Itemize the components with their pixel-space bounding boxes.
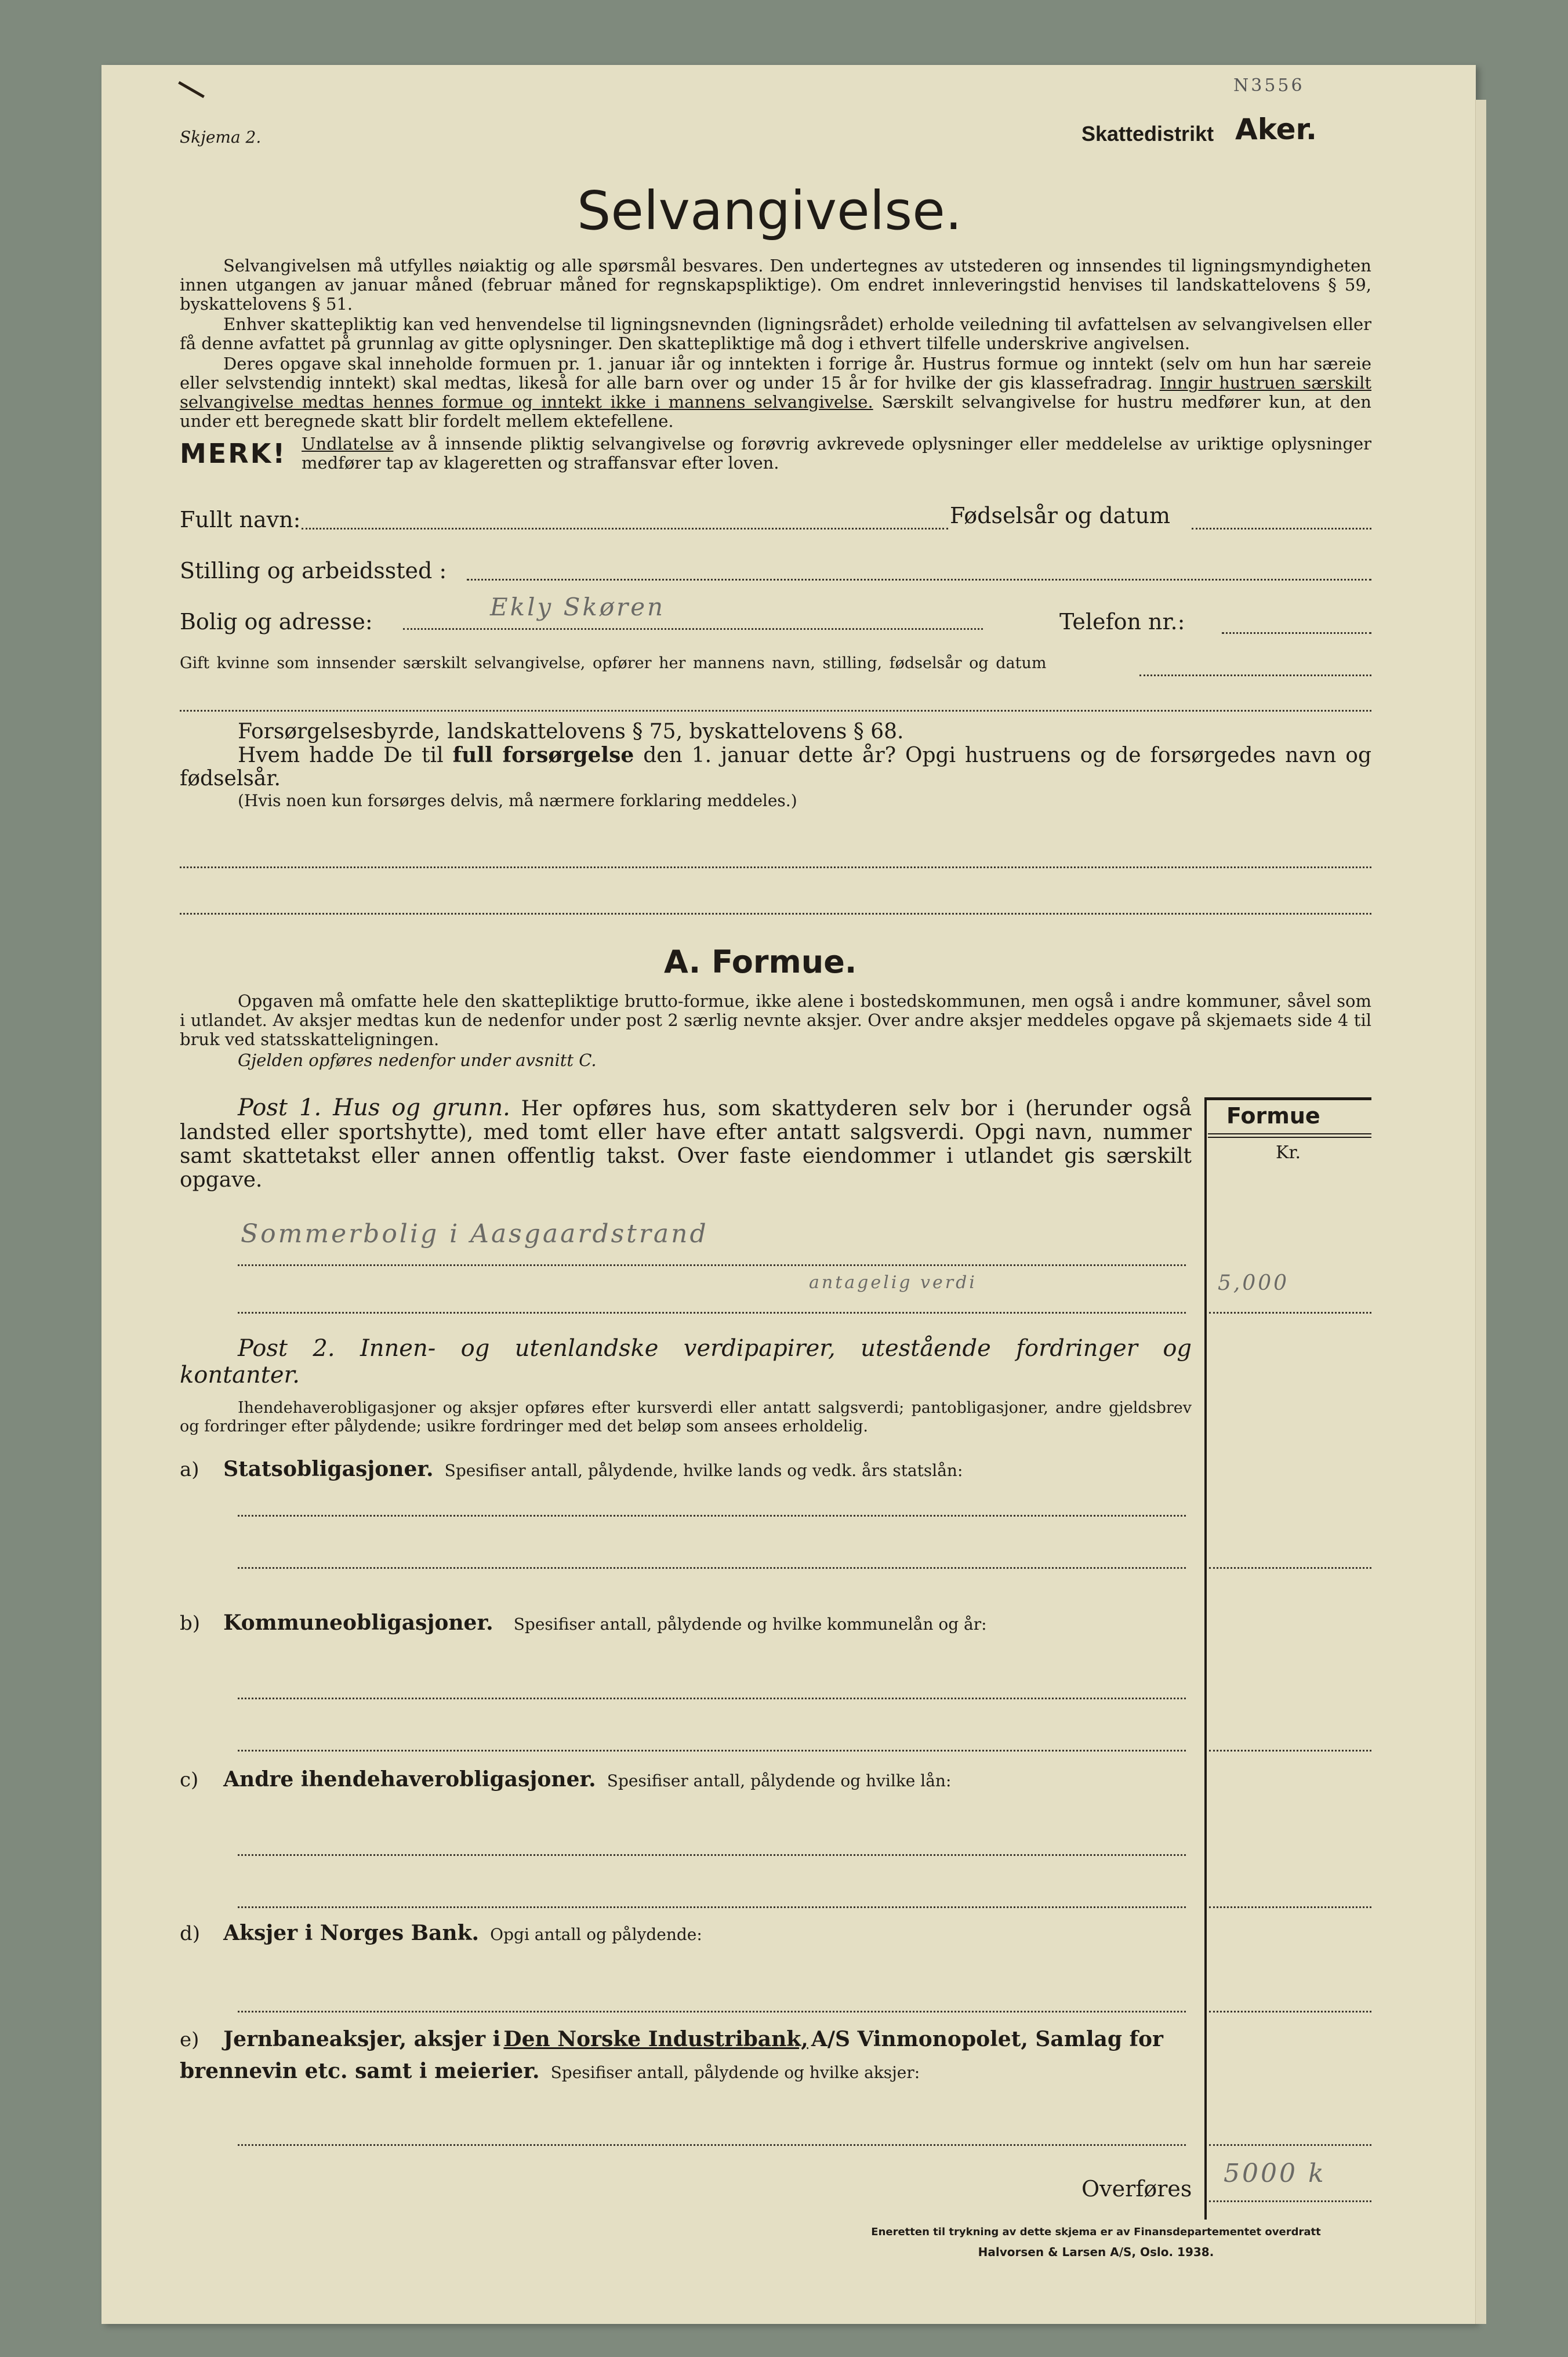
post1-handwritten-value-note: antagelig verdi <box>809 1272 977 1293</box>
intro-paragraph-3 <box>180 354 1371 431</box>
post1-text <box>180 1096 1192 1192</box>
birth-label: Fødselsår og datum <box>950 503 1171 528</box>
intro-text: Særskilt selvangivelse for hustru medfører kun, at den under ett beregnede skatt blir fordelt mellem ektefellene. <box>180 392 1371 431</box>
merk-row <box>180 434 1371 474</box>
archive-reference: N3556 <box>1233 75 1305 96</box>
post2-item-e <box>180 2025 1192 2089</box>
question-text: Hvem hadde De til <box>238 744 444 767</box>
intro-text: Deres opgave skal inneholde formuen pr. 1. januar iår og inntekten i forrige år. Hustrus formue og inntekt (selv om hun har særeie eller selvstendig inntekt) skal medtas, likeså for alle barn over og under 15 år for hvilke der gis klassefradrag. <box>180 354 1371 393</box>
address-label: Bolig og adresse: <box>180 609 373 634</box>
phone-field[interactable] <box>1222 610 1371 634</box>
post1-amount-line <box>1209 1306 1371 1314</box>
phone-label: Telefon nr.: <box>1059 609 1185 634</box>
item-b-field-line2[interactable] <box>238 1744 1186 1752</box>
item-instruction: Opgi antall og pålydende: <box>490 1925 702 1944</box>
item-title: Jernbaneaksjer, aksjer i <box>223 2027 501 2051</box>
dependents-field-line1[interactable] <box>180 860 1371 868</box>
dependents-section <box>180 720 1371 811</box>
dependents-heading: Forsørgelsesbyrde, landskattelovens § 75, byskattelovens § 68. <box>238 720 904 744</box>
formue-column-border <box>1204 1097 1207 2220</box>
underlined-notice: Inngir hustruen særskilt selvangivelse medtas hennes formue og inntekt ikke i mannens selvangivelse. <box>180 373 1371 412</box>
post1-field-line1[interactable] <box>238 1259 1186 1266</box>
merk-text <box>302 434 1371 473</box>
post1-amount[interactable]: 5,000 <box>1218 1271 1290 1295</box>
footer-rights: Eneretten til trykning av dette skjema er av Finansdepartementet overdratt <box>871 2226 1321 2238</box>
married-woman-field[interactable] <box>1139 654 1371 676</box>
item-a-amount-line[interactable] <box>1209 1561 1371 1569</box>
post2-item-d <box>180 1921 1200 1945</box>
district-label: Skattedistrikt <box>1081 122 1214 146</box>
formue-column-header: Formue <box>1226 1103 1320 1129</box>
merk-label: MERK! <box>180 438 287 469</box>
item-letter: c) <box>180 1768 199 1792</box>
form-page <box>101 65 1476 2324</box>
occupation-label: Stilling og arbeidssted : <box>180 558 447 583</box>
intro-block <box>180 256 1371 474</box>
item-c-amount-line[interactable] <box>1209 1901 1371 1908</box>
full-name-label: Fullt navn: <box>180 507 301 532</box>
item-d-amount-line[interactable] <box>1209 2005 1371 2012</box>
item-title: Aksjer i Norges Bank. <box>223 1921 480 1945</box>
item-b-field-line1[interactable] <box>238 1692 1186 1699</box>
item-a-field-line2[interactable] <box>238 1561 1186 1569</box>
post2-label: Post 2. Innen- og utenlandske verdipapirer, utestående fordringer og kontanter. <box>180 1335 1192 1388</box>
birth-field[interactable] <box>1192 506 1371 530</box>
item-title: A/S Vinmonopolet, Samlag for brennevin etc. samt i meierier. <box>180 2027 1163 2083</box>
item-c-field-line2[interactable] <box>238 1901 1186 1908</box>
merk-underlined: Undlatelse <box>302 434 394 454</box>
post1-field-line2[interactable] <box>238 1306 1186 1314</box>
intro-paragraph-2: Enhver skattepliktig kan ved henvendelse til ligningsnevnden (ligningsrådet) erholde veiledning til avfattelsen av selvangivelsen eller få denne avfattet på grunnlag av gitte oplysninger. Den skattepliktige må dog i ethvert tilfelle underskrive angivelsen. <box>180 314 1371 353</box>
full-name-field[interactable] <box>302 506 948 530</box>
married-woman-field-line2[interactable] <box>180 703 1371 712</box>
section-a-paragraph: Opgaven må omfatte hele den skattepliktige brutto-formue, ikke alene i bostedskommunen, men også i andre kommuner, såvel som i utlandet. Av aksjer medtas kun de nedenfor under post 2 særlig nevnte aksjer. Over andre aksjer meddeles opgave på skjemaets side 4 til bruk ved statsskatteligningen. <box>180 991 1371 1049</box>
section-a-debt-note: Gjelden opføres nedenfor under avsnitt C. <box>238 1050 597 1070</box>
item-title: Statsobligasjoner. <box>223 1457 434 1481</box>
carry-over-line <box>1209 2195 1371 2202</box>
dependents-note: (Hvis noen kun forsørges delvis, må nærmere forklaring meddeles.) <box>238 791 797 810</box>
item-instruction: Spesifiser antall, pålydende og hvilke kommunelån og år: <box>513 1615 987 1634</box>
form-number: Skjema 2. <box>180 128 262 147</box>
post1-description: Her opføres hus, som skattyderen selv bor i (herunder også landsted eller sportshytte), med tomt eller have efter antatt salgsverdi. Opgi navn, nummer samt skattetakst eller annen offentlig takst. Over faste eiendommer i utlandet gis særskilt opgave. <box>180 1097 1192 1192</box>
footer-printer: Halvorsen & Larsen A/S, Oslo. 1938. <box>978 2245 1214 2259</box>
item-c-field-line1[interactable] <box>238 1848 1186 1856</box>
post1-label: Post 1. Hus og grunn. <box>238 1094 510 1121</box>
post2-item-b <box>180 1611 1200 1635</box>
occupation-field[interactable] <box>467 557 1371 581</box>
formue-unit: Kr. <box>1276 1143 1301 1163</box>
section-a-title: A. Formue. <box>664 944 857 980</box>
formue-column-top-border <box>1204 1097 1371 1100</box>
pencil-mark <box>178 81 205 98</box>
item-letter: e) <box>180 2028 199 2051</box>
dependents-field-line2[interactable] <box>180 906 1371 915</box>
item-title: Andre ihendehaverobligasjoner. <box>223 1767 596 1792</box>
formue-header-rule <box>1208 1137 1371 1138</box>
question-text: den 1. januar dette år? Opgi hustruens og de forsørgedes navn og fødselsår. <box>180 744 1372 790</box>
post2-item-c <box>180 1767 1200 1792</box>
item-letter: a) <box>180 1458 199 1481</box>
post2-intro: Ihendehaverobligasjoner og aksjer opføres efter kursverdi eller antatt salgsverdi; pantobligasjoner, andre gjeldsbrev og fordringer efter pålydende; usikre fordringer med det beløp som ansees erholdelig. <box>180 1399 1192 1435</box>
address-field[interactable]: Ekly Skøren <box>403 593 983 630</box>
item-a-field-line1[interactable] <box>238 1509 1186 1517</box>
page-title: Selvangivelse. <box>577 180 963 242</box>
post2-item-a <box>180 1457 1200 1481</box>
item-d-field-line[interactable] <box>238 2005 1186 2012</box>
printer-footer <box>821 2222 1371 2262</box>
item-letter: b) <box>180 1612 201 1635</box>
intro-paragraph-1: Selvangivelsen må utfylles nøiaktig og alle spørsmål besvares. Den undertegnes av utstederen og innsendes til ligningsmyndigheten innen utgangen av januar måned (februar måned for regnskapspliktige). Om endret innleveringstid henvises til landskattelovens § 59, byskattelovens § 51. <box>180 256 1371 314</box>
item-e-field-line[interactable] <box>238 2138 1186 2146</box>
post1-handwritten-property: Sommerbolig i Aasgaardstrand <box>241 1219 709 1249</box>
district-name: Aker. <box>1235 113 1317 146</box>
item-instruction: Spesifiser antall, pålydende, hvilke lands og vedk. års statslån: <box>444 1461 963 1480</box>
formue-header-rule <box>1208 1133 1371 1134</box>
carry-over-label: Overføres <box>1081 2176 1192 2202</box>
item-title-underlined: Den Norske Industribank, <box>503 2027 808 2051</box>
married-woman-label: Gift kvinne som innsender særskilt selvangivelse, opfører her mannens navn, stilling, fødselsår og datum <box>180 654 1047 672</box>
item-letter: d) <box>180 1922 201 1945</box>
item-instruction: Spesifiser antall, pålydende og hvilke aksjer: <box>550 2063 920 2082</box>
item-instruction: Spesifiser antall, pålydende og hvilke lån: <box>607 1771 952 1790</box>
carry-over-amount[interactable]: 5000 k <box>1224 2159 1326 2188</box>
dependents-question <box>180 744 1371 790</box>
item-title: Kommuneobligasjoner. <box>223 1611 493 1635</box>
merk-body: av å innsende pliktig selvangivelse og forøvrig avkrevede oplysninger eller meddelelse av uriktige oplysninger medfører tap av klageretten og straffansvar efter loven. <box>302 434 1372 473</box>
item-e-amount-line[interactable] <box>1209 2138 1371 2146</box>
item-b-amount-line[interactable] <box>1209 1744 1371 1752</box>
question-emphasis: full forsørgelse <box>452 743 634 767</box>
